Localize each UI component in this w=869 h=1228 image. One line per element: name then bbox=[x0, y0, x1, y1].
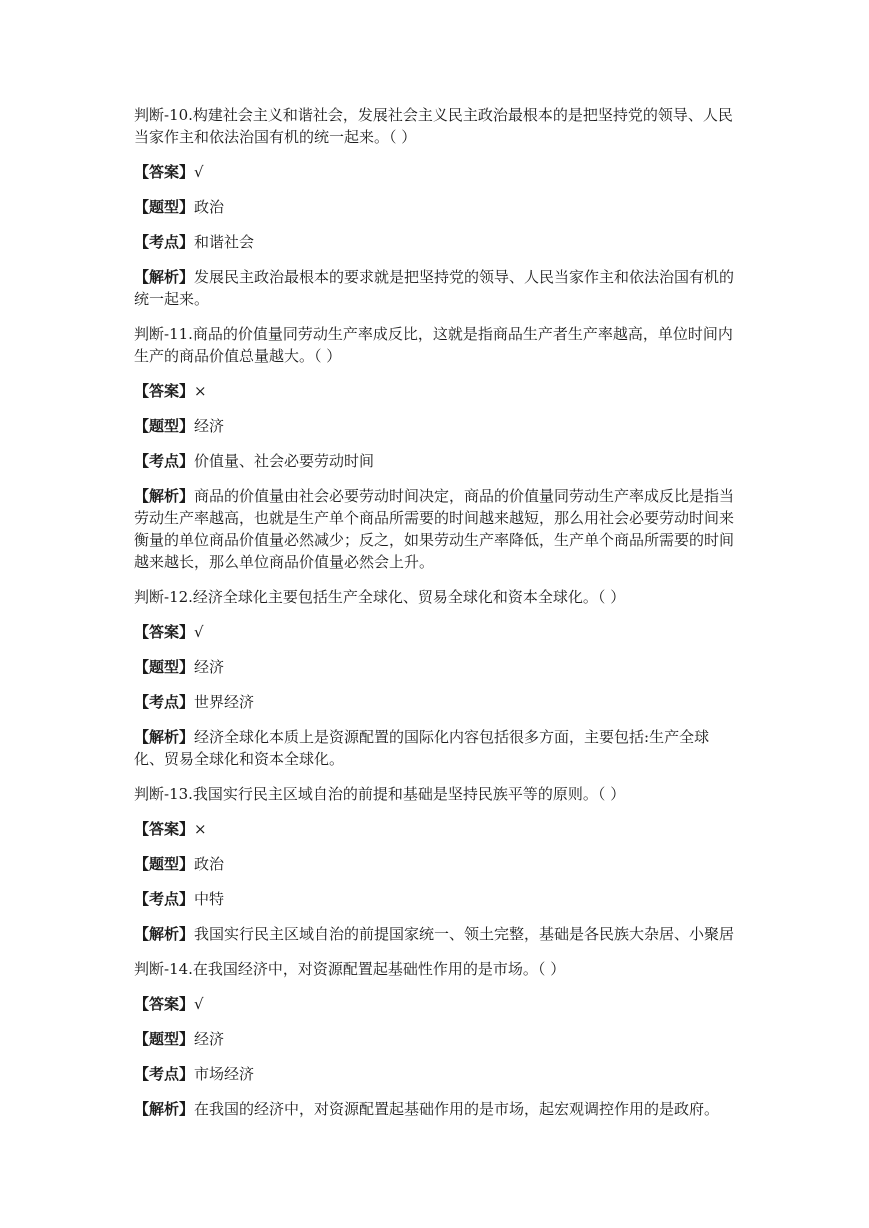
analysis-line bbox=[134, 726, 736, 770]
question-block bbox=[134, 958, 736, 1120]
answer-line bbox=[134, 380, 736, 402]
answer-label: 【答案】 bbox=[134, 163, 195, 181]
point-line bbox=[134, 231, 736, 253]
question-text: 判断-12.经济全球化主要包括生产全球化、贸易全球化和资本全球化。（ ） bbox=[134, 588, 626, 606]
point-line bbox=[134, 450, 736, 472]
analysis-value: 经济全球化本质上是资源配置的国际化内容包括很多方面，主要包括:生产全球化、贸易全球化和资本全球化。 bbox=[134, 728, 710, 768]
analysis-value: 发展民主政治最根本的要求就是把坚持党的领导、人民当家作主和依法治国有机的统一起来。 bbox=[134, 268, 735, 308]
type-line bbox=[134, 1028, 736, 1050]
type-value: 政治 bbox=[194, 855, 225, 873]
answer-label: 【答案】 bbox=[134, 382, 195, 400]
point-label: 【考点】 bbox=[134, 1065, 195, 1083]
type-line bbox=[134, 656, 736, 678]
type-label: 【题型】 bbox=[134, 855, 195, 873]
analysis-label: 【解析】 bbox=[134, 1100, 195, 1118]
analysis-label: 【解析】 bbox=[134, 728, 195, 746]
type-line bbox=[134, 853, 736, 875]
answer-value: √ bbox=[194, 623, 204, 641]
question-text: 判断-13.我国实行民主区域自治的前提和基础是坚持民族平等的原则。（ ） bbox=[134, 785, 626, 803]
analysis-line bbox=[134, 266, 736, 310]
type-value: 经济 bbox=[194, 1030, 225, 1048]
point-value: 市场经济 bbox=[194, 1065, 255, 1083]
type-value: 政治 bbox=[194, 198, 225, 216]
type-value: 经济 bbox=[194, 658, 225, 676]
question-block bbox=[134, 104, 736, 310]
answer-label: 【答案】 bbox=[134, 623, 195, 641]
answer-value: × bbox=[194, 820, 207, 838]
point-line bbox=[134, 1063, 736, 1085]
point-line bbox=[134, 888, 736, 910]
point-value: 和谐社会 bbox=[194, 233, 255, 251]
analysis-line bbox=[134, 923, 736, 945]
analysis-value: 商品的价值量由社会必要劳动时间决定，商品的价值量同劳动生产率成反比是指当劳动生产率越高，也就是生产单个商品所需要的时间越来越短，那么用社会必要劳动时间来衡量的单位商品价值量必然减少；反之，如果劳动生产率降低，生产单个商品所需要的时间越来越长，那么单位商品价值量必然会上升。 bbox=[134, 487, 735, 571]
answer-line bbox=[134, 621, 736, 643]
point-value: 价值量、社会必要劳动时间 bbox=[194, 452, 375, 470]
answer-line bbox=[134, 818, 736, 840]
point-line bbox=[134, 691, 736, 713]
analysis-value: 我国实行民主区域自治的前提国家统一、领土完整，基础是各民族大杂居、小聚居 bbox=[194, 925, 735, 943]
point-label: 【考点】 bbox=[134, 693, 195, 711]
question-block bbox=[134, 586, 736, 770]
type-label: 【题型】 bbox=[134, 1030, 195, 1048]
analysis-line bbox=[134, 1098, 736, 1120]
question-block bbox=[134, 323, 736, 573]
type-line bbox=[134, 415, 736, 437]
point-label: 【考点】 bbox=[134, 890, 195, 908]
point-value: 中特 bbox=[194, 890, 225, 908]
answer-value: √ bbox=[194, 995, 204, 1013]
answer-line bbox=[134, 161, 736, 183]
answer-label: 【答案】 bbox=[134, 820, 195, 838]
point-label: 【考点】 bbox=[134, 233, 195, 251]
answer-label: 【答案】 bbox=[134, 995, 195, 1013]
analysis-line bbox=[134, 485, 736, 573]
question-text: 判断-10.构建社会主义和谐社会，发展社会主义民主政治最根本的是把坚持党的领导、人民当家作主和依法治国有机的统一起来。（ ） bbox=[134, 106, 733, 146]
question-block bbox=[134, 783, 736, 945]
analysis-label: 【解析】 bbox=[134, 925, 195, 943]
question-text: 判断-14.在我国经济中，对资源配置起基础性作用的是市场。（ ） bbox=[134, 960, 566, 978]
type-label: 【题型】 bbox=[134, 417, 195, 435]
question-text: 判断-11.商品的价值量同劳动生产率成反比，这就是指商品生产者生产率越高，单位时间内生产的商品价值总量越大。（ ） bbox=[134, 325, 733, 365]
answer-value: × bbox=[194, 382, 207, 400]
answer-line bbox=[134, 993, 736, 1015]
analysis-label: 【解析】 bbox=[134, 268, 195, 286]
answer-value: √ bbox=[194, 163, 204, 181]
type-line bbox=[134, 196, 736, 218]
point-value: 世界经济 bbox=[194, 693, 255, 711]
type-value: 经济 bbox=[194, 417, 225, 435]
point-label: 【考点】 bbox=[134, 452, 195, 470]
question-list bbox=[134, 104, 736, 1133]
analysis-value: 在我国的经济中，对资源配置起基础作用的是市场，起宏观调控作用的是政府。 bbox=[194, 1100, 720, 1118]
type-label: 【题型】 bbox=[134, 658, 195, 676]
type-label: 【题型】 bbox=[134, 198, 195, 216]
analysis-label: 【解析】 bbox=[134, 487, 195, 505]
